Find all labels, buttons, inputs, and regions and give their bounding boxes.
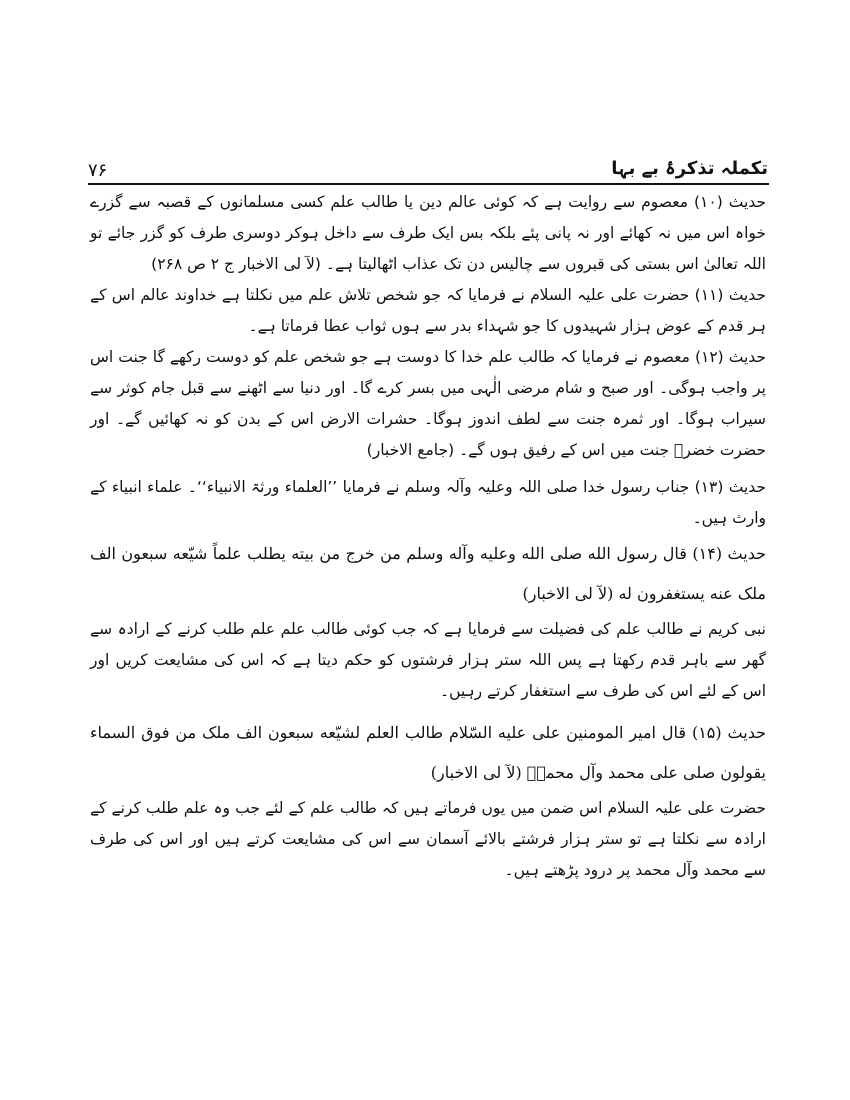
paragraph-hadith-15-translation: حضرت علی علیہ السلام اس ضمن میں یوں فرماتے ہیں کہ طالب علم کے لئے جب وہ علم طلب کرنے کے ارادہ سے نکلتا ہے تو ستر ہزار فرشتے بالائے آسمان سے اس کی مشایعت کرتے ہیں اور اس کی طرف سے محمد وآل محمد پر درود پڑھتے ہیں۔ (90, 799, 766, 879)
paragraph-hadith-14-translation: نبی کریم نے طالب علم کی فضیلت سے فرمایا ہے کہ جب کوئی طالب علم علم طلب کرنے کے ارادہ سے گھر سے باہر قدم رکھتا ہے پس اللہ ستر ہزار فرشتوں کو حکم دیتا ہے کہ اس کی مشایعت کریں اور اس کے لئے اس کی طرف سے استغفار کرتے رہیں۔ (90, 620, 766, 700)
body-text (90, 187, 766, 886)
page-header (88, 158, 768, 182)
book-title: تکملہ تذکرۂ بے بہا (611, 158, 768, 179)
paragraph-hadith-10: حدیث (۱۰) معصوم سے روایت ہے کہ کوئی عالم دین یا طالب علم کسی مسلمانوں کے قصبہ سے گزرے خواہ اس میں نہ کھائے اور نہ پانی پئے بلکہ بس ایک طرف سے داخل ہوکر دوسری طرف کو گزر جائے تو اللہ تعالیٰ اس بستی کی قبروں سے چالیس دن تک عذاب اٹھالیتا ہے۔ (لآ لی الاخبار ج ۲ ص ۲۶۸) (90, 193, 766, 273)
header-rule (88, 183, 769, 185)
paragraph-hadith-12: حدیث (۱۲) معصوم نے فرمایا کہ طالب علم خدا کا دوست ہے جو شخص علم کو دوست رکھے گا جنت اس پر واجب ہوگی۔ اور صبح و شام مرضی الٰہی میں بسر کرے گا۔ اور دنیا سے اٹھنے سے قبل جام کوثر سے سیراب ہوگا۔ اور ثمرہ جنت سے لطف اندوز ہوگا۔ حشرات الارض اس کے بدن کو نہ کھائیں گے۔ اور حضرت خضرؑ جنت میں اس کے رفیق ہوں گے۔ (جامع الاخبار) (90, 348, 766, 459)
paragraph-hadith-11: حدیث (۱۱) حضرت علی علیہ السلام نے فرمایا کہ جو شخص تلاش علم میں نکلتا ہے خداوند عالم اس کے ہر قدم کے عوض ہزار شہیدوں کا جو شہداء بدر سے ہوں ثواب عطا فرماتا ہے۔ (90, 286, 766, 335)
paragraph-hadith-13: حدیث (۱۳) جناب رسول خدا صلی اللہ وعلیہ وآلہ وسلم نے فرمایا ’’العلماء ورثۃ الانبیاء‘‘۔ علماء انبیاء کے وارث ہیں۔ (90, 478, 766, 527)
paragraph-hadith-14: حدیث (۱۴) قال رسول الله صلى الله وعليه وآله وسلم من خرج من بيته يطلب علماً شيّعه سبعون الف ملک عنه يستغفرون له (لآ لی الاخبار) (90, 544, 766, 603)
paragraph-hadith-15: حديث (۱۵) قال امير المومنين على عليه السّلام طالب العلم لشيّعه سبعون الف ملک من فوق السماء يقولون صلى على محمد وآل محمدؐ (لآ لی الاخبار) (90, 723, 766, 782)
page-number: ۷۶ (88, 160, 108, 181)
